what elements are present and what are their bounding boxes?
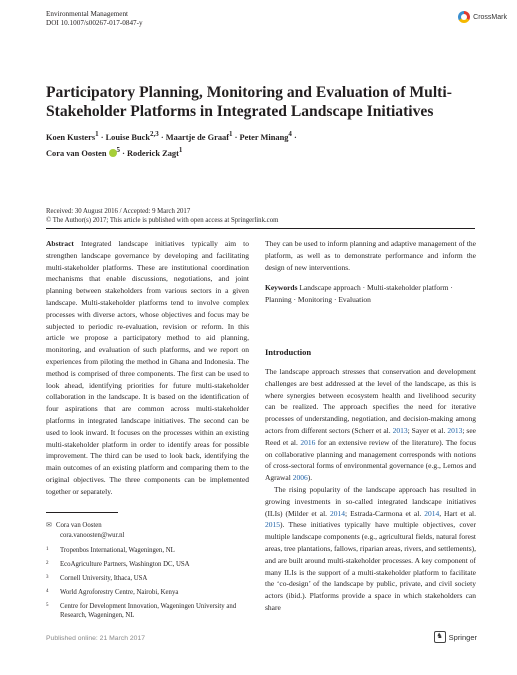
affiliation (46, 588, 256, 597)
author-line-2 (46, 144, 466, 160)
citation-link[interactable]: 2006 (292, 473, 308, 483)
abstract-continued: They can be used to inform planning and adaptive management of the platform, as well as to demonstrate performance and inform the design of new interventions. (265, 239, 476, 272)
introduction-body (265, 366, 476, 614)
abstract (46, 238, 249, 498)
crossmark-icon (458, 11, 470, 23)
author-affiliation-marker: 1 (178, 146, 183, 155)
keywords (265, 282, 476, 306)
correspondence (46, 521, 124, 540)
footnote-divider (46, 512, 118, 513)
citation-link[interactable]: 2014 (424, 508, 440, 518)
text-run: ). (307, 473, 313, 483)
affiliation (46, 546, 256, 555)
author-name: Peter Minang (239, 132, 289, 142)
text-run: ; Sayer et al. (407, 425, 446, 435)
text-run: ; Estrada-Carmona et al. (345, 508, 422, 518)
citation-link[interactable]: 2013 (392, 425, 408, 435)
crossmark-badge[interactable] (458, 11, 507, 23)
journal-name: Environmental Management (46, 10, 129, 18)
introduction-heading: Introduction (265, 347, 312, 357)
affiliation (46, 602, 256, 621)
text-run: , Hart et al. (439, 508, 477, 518)
journal-header (46, 10, 143, 28)
keywords-text: Landscape approach · Multi-stakeholder platform · Planning · Monitoring · Evaluation (265, 283, 453, 304)
publisher-name: Springer (448, 632, 477, 642)
crossmark-label: CrossMark (473, 13, 507, 21)
affiliation-text: World Agroforestry Centre, Nairobi, Kenya (60, 589, 179, 596)
author-separator: · (100, 132, 104, 142)
introduction-paragraph (265, 366, 476, 484)
correspondence-email[interactable]: cora.vanoosten@wur.nl (60, 531, 125, 539)
affiliation-number: 2 (46, 561, 49, 566)
introduction-paragraph (265, 484, 476, 614)
article-title: Participatory Planning, Monitoring and Evaluation of Multi-Stakeholder Platforms in Integrated Landscape Initiatives (46, 84, 452, 120)
text-run: The rising popularity of the landscape approach has resulted in growing investments in so-called integrated landscape initiatives (ILIs) (Milder et al. (265, 484, 476, 518)
author-name: Cora van Oosten (46, 149, 107, 159)
author-affiliation-marker: 1 (95, 130, 99, 138)
affiliation-number: 1 (46, 547, 49, 552)
author-affiliation-marker: 2,3 (150, 130, 159, 138)
author-affiliation-marker: 4 (288, 130, 292, 138)
license-notice: © The Author(s) 2017; This article is published with open access at Springerlink.com (46, 216, 279, 224)
citation-link[interactable]: 2016 (300, 437, 316, 447)
affiliation (46, 574, 256, 583)
affiliation-text: EcoAgriculture Partners, Washington DC, USA (60, 561, 190, 568)
author-name: Roderick Zagt (126, 149, 179, 159)
affiliation-number: 3 (46, 575, 49, 580)
affiliation (46, 560, 256, 569)
author-affiliation-marker: 1 (229, 130, 233, 138)
affiliation-text: Centre for Development Innovation, Wageningen University and Research, Wageningen, NL (60, 603, 237, 620)
text-run: ; see Reed et al. (265, 425, 476, 447)
article-dates (46, 208, 466, 225)
author-name: Maartje de Graaf (165, 132, 230, 142)
author-separator: · (234, 132, 238, 142)
affiliation-text: Cornell University, Ithaca, USA (60, 575, 148, 582)
author-separator: · (294, 132, 297, 142)
affiliation-number: 4 (46, 589, 49, 594)
correspondence-name: Cora van Oosten (56, 522, 102, 529)
springer-horse-icon: ♞ (434, 631, 446, 643)
citation-link[interactable]: 2013 (447, 425, 463, 435)
received-accepted: Received: 30 August 2016 / Accepted: 9 March 2017 (46, 208, 191, 215)
author-separator: · (122, 149, 125, 159)
author-affiliation-marker: 5 (116, 146, 120, 155)
author-separator: · (160, 132, 164, 142)
orcid-icon[interactable] (109, 149, 117, 157)
author-line-1 (46, 128, 466, 144)
text-run: The landscape approach stresses that conservation and development challenges are best addressed at the level of the landscape, as this is where synergies between ecosystem health and livelihood security can be realized. The approach specifies the need for iterative processes of understanding, negotiation, and decision-making among actors from different sectors (Scherr et al. (265, 367, 476, 435)
affiliation-number: 5 (46, 603, 49, 608)
doi[interactable]: DOI 10.1007/s00267-017-0847-y (46, 19, 143, 27)
abstract-text: Integrated landscape initiatives typically aim to strengthen landscape governance by developing and facilitating multi-stakeholder platforms. These are institutional coordination mechanisms that enable discussions, negotiations, and joint planning between stakeholders from various sectors in a given landscape. Multi-stakeholder platforms tend to involve complex processes with diverse actors, whose objectives and focus may be subjected to periodic re-evaluation, revision or reform. In this article we propose a participatory method to aid planning, monitoring, and evaluation of such platforms, and we report on experiences from piloting the method in Ghana and Indonesia. The method is comprised of three components. The first can be used to look ahead, identifying priorities for future multi-stakeholder collaboration in the landscape. It is based on the identification of four aspirations that are common across multi-stakeholder platforms in integrated landscape initiatives. The second can be used to look inward. It focuses on the processes within an existing multi-stakeholder platform in order to identify areas for possible improvement. The third can be used to look back, identifying the main outcomes of an existing platform and comparing them to the original objectives. The three components can be implemented together or separately. (46, 239, 250, 496)
citation-link[interactable]: 2015 (265, 520, 280, 530)
header-divider (46, 228, 475, 229)
text-run: ). These initiatives typically have multiple objectives, cover multiple landscape components (e.g., agricultural fields, natural forest areas, tree plantations, fallows, riparian areas, rivers, and settlements), and are built around multi-stakeholder processes. A key component of many ILIs is the support of a multi-stakeholder platform to facilitate the ‘co-design’ of the landscape by public, private, and civil society actors (ibid.). Platforms provide a space in which stakeholders can share (265, 520, 476, 612)
keywords-label: Keywords (265, 283, 298, 292)
affiliation-text: Tropenbos International, Wageningen, NL (60, 547, 175, 554)
author-name: Koen Kusters (46, 132, 96, 142)
author-name: Louise Buck (105, 132, 151, 142)
citation-link[interactable]: 2014 (330, 508, 346, 518)
springer-logo (434, 631, 477, 643)
author-list (46, 128, 466, 161)
envelope-icon: ✉ (46, 522, 52, 529)
published-date: Published online: 21 March 2017 (46, 635, 145, 642)
text-run: for an extensive review of the literature). The focus on collaborative planning and management corresponds with notions of cross-sectoral forms of environmental governance (e.g., Lemos and Agrawal (265, 437, 477, 483)
abstract-label: Abstract (46, 239, 74, 248)
